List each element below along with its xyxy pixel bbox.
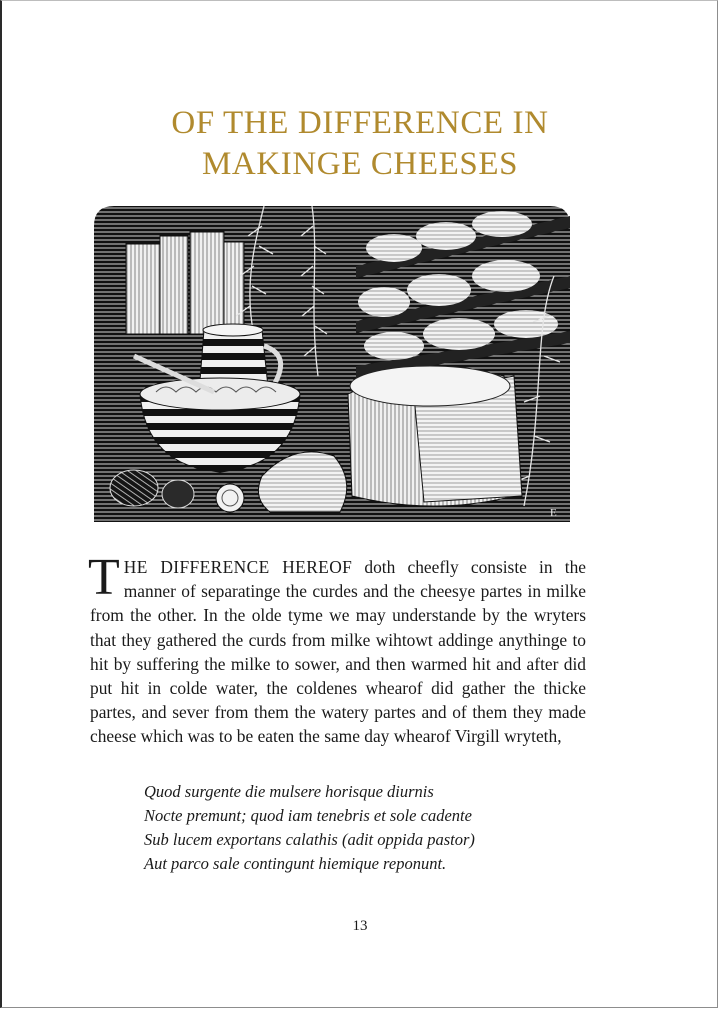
lead-in-small-caps: HE DIFFERENCE HEREOF	[123, 557, 353, 577]
latin-verse	[144, 780, 475, 876]
verse-line: Aut parco sale contingunt hiemique reponunt.	[144, 854, 447, 873]
page-number: 13	[352, 918, 368, 934]
verse-line: Nocte premunt; quod iam tenebris et sole cadente	[144, 806, 472, 825]
chapter-title	[0, 103, 720, 185]
chapter-title-line-2: MAKINGE CHEESES	[201, 146, 519, 182]
cheese-engraving-illustration	[94, 206, 570, 522]
drop-cap: T	[88, 549, 120, 606]
cheese-wheel	[348, 366, 522, 506]
chapter-title-line-1: OF THE DIFFERENCE IN	[171, 105, 549, 141]
verse-line: Sub lucem exportans calathis (adit oppida pastor)	[144, 830, 475, 849]
engraver-signature: E	[550, 507, 557, 519]
body-text: doth cheefly consiste in the manner of separatinge the curdes and the cheesye partes in milke from the other. In the olde tyme we may understande by the wryters that they gathered the curds from milke wihtowt addinge anythinge to hit by suffering the milke to sower, and then warmed hit and after did put hit in colde water, the coldenes whearof did gather the thicke partes, and sever from them the watery partes and of them they made cheese which was to be eaten the same day whearof Virgill wryteth,	[90, 557, 586, 747]
verse-line: Quod surgente die mulsere horisque diurnis	[144, 782, 434, 801]
body-paragraph	[88, 549, 586, 749]
jars	[126, 232, 244, 334]
